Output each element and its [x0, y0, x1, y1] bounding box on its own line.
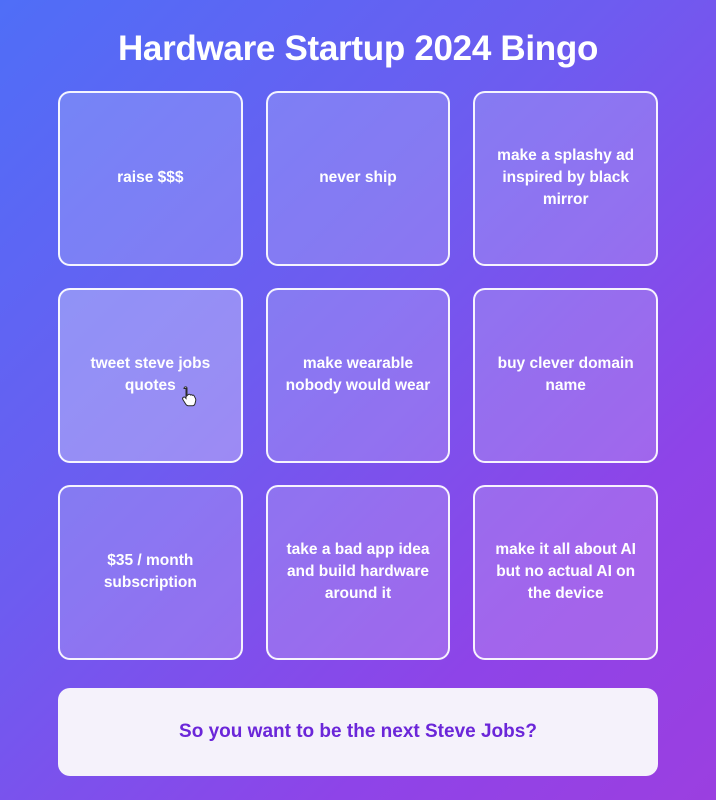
- bingo-cell-7[interactable]: [58, 485, 243, 660]
- bingo-cell-label: tweet steve jobs quotes: [90, 355, 211, 394]
- bingo-cell-5[interactable]: [266, 288, 451, 463]
- page-title: Hardware Startup 2024 Bingo: [117, 29, 599, 68]
- bingo-cell-label: raise $$$: [117, 169, 184, 186]
- bingo-cell-label: make it all about AI but no actual AI on the device: [495, 541, 636, 602]
- bingo-cell-label: make wearable nobody would wear: [285, 355, 431, 394]
- footer-text: So you want to be the next Steve Jobs?: [179, 720, 537, 742]
- bingo-cell-6[interactable]: [473, 288, 658, 463]
- bingo-cell-label: take a bad app idea and build hardware around it: [286, 541, 430, 602]
- bingo-cell-1[interactable]: [58, 91, 243, 266]
- bingo-cell-2[interactable]: [266, 91, 451, 266]
- footer-banner: [58, 688, 658, 777]
- bingo-cell-9[interactable]: [473, 485, 658, 660]
- bingo-cell-label: $35 / month subscription: [103, 552, 197, 591]
- bingo-cell-4[interactable]: [58, 288, 243, 463]
- bingo-cell-label: make a splashy ad inspired by black mirror: [497, 147, 635, 208]
- bingo-cell-label: buy clever domain name: [497, 355, 634, 394]
- bingo-cell-label: never ship: [319, 169, 397, 186]
- bingo-cell-8[interactable]: [266, 485, 451, 660]
- bingo-cell-3[interactable]: [473, 91, 658, 266]
- bingo-grid: [58, 91, 658, 660]
